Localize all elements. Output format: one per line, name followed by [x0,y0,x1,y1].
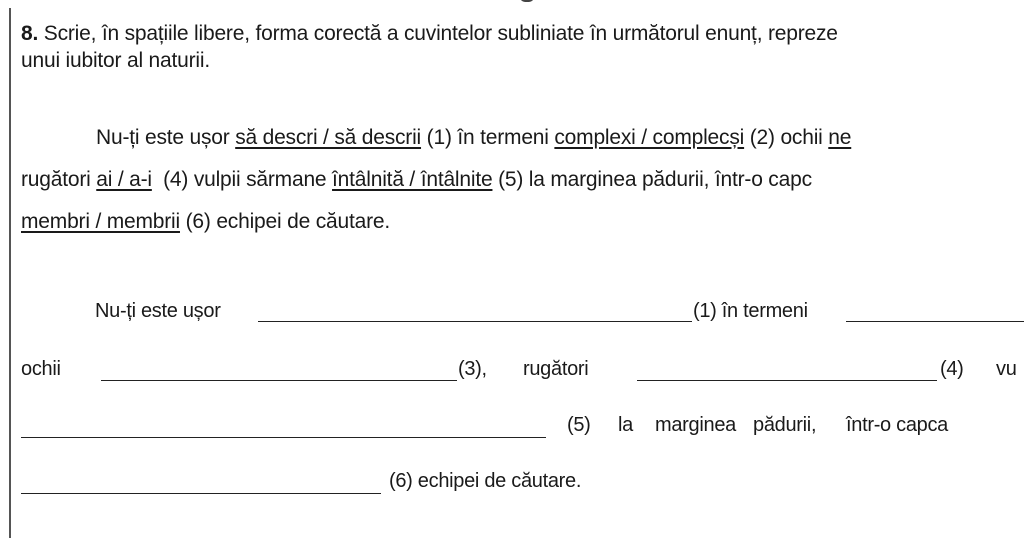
sentence-text: (4) vulpii sărmane [151,168,333,191]
answer-row-2-end: vu [996,358,1017,380]
underlined-word-3: ne [828,126,852,149]
sentence-text: rugători [21,168,97,191]
answer-word-padurii: pădurii, [753,414,817,436]
question-text: Scrie, în spațiile libere, forma corectă a cuvintelor subliniate în următorul enunț, repreze [43,22,838,45]
blank-3[interactable] [101,380,457,381]
answer-word-marginea: marginea [655,414,736,436]
answer-mark-3: (3), [458,358,487,380]
question-line-2: unui iubitor al naturii. [21,49,210,72]
sentence-line-1 [96,126,851,150]
question-number: 8. [21,22,39,45]
answer-row-3-end: într-o capca [846,414,949,436]
left-border [9,8,11,538]
question-line-1 [21,22,838,46]
blank-4[interactable] [637,380,937,381]
answer-mark-4: (4) [940,358,964,380]
sentence-text: (1) în termeni [421,126,555,149]
blank-6[interactable] [21,493,381,494]
sentence-line-3 [21,210,390,234]
sentence-line-2 [21,168,812,192]
blank-1[interactable] [258,321,692,322]
underlined-word-6: membri / membrii [21,210,180,233]
answer-mark-1: (1) în termeni [693,300,808,322]
sentence-text: (5) la marginea pădurii, într-o capc [492,168,812,191]
answer-row-1-start: Nu-ți este ușor [95,300,221,322]
answer-mark-6: (6) echipei de căutare. [389,470,582,492]
sentence-text: (2) ochii [744,126,829,149]
underlined-word-1: să descri / să descrii [235,126,422,149]
underlined-word-2: complexi / complecși [554,126,745,149]
sentence-text: (6) echipei de căutare. [179,210,390,233]
answer-word-la: la [618,414,633,436]
top-mark [520,0,534,2]
answer-row-2-start: ochii [21,358,61,380]
blank-2[interactable] [846,321,1024,322]
answer-word-rugatori: rugători [523,358,589,380]
blank-5[interactable] [21,437,546,438]
sentence-text: Nu-ți este ușor [96,126,236,149]
underlined-word-5: întâlnită / întâlnite [332,168,493,191]
answer-mark-5: (5) [567,414,591,436]
underlined-word-4: ai / a-i [96,168,152,191]
